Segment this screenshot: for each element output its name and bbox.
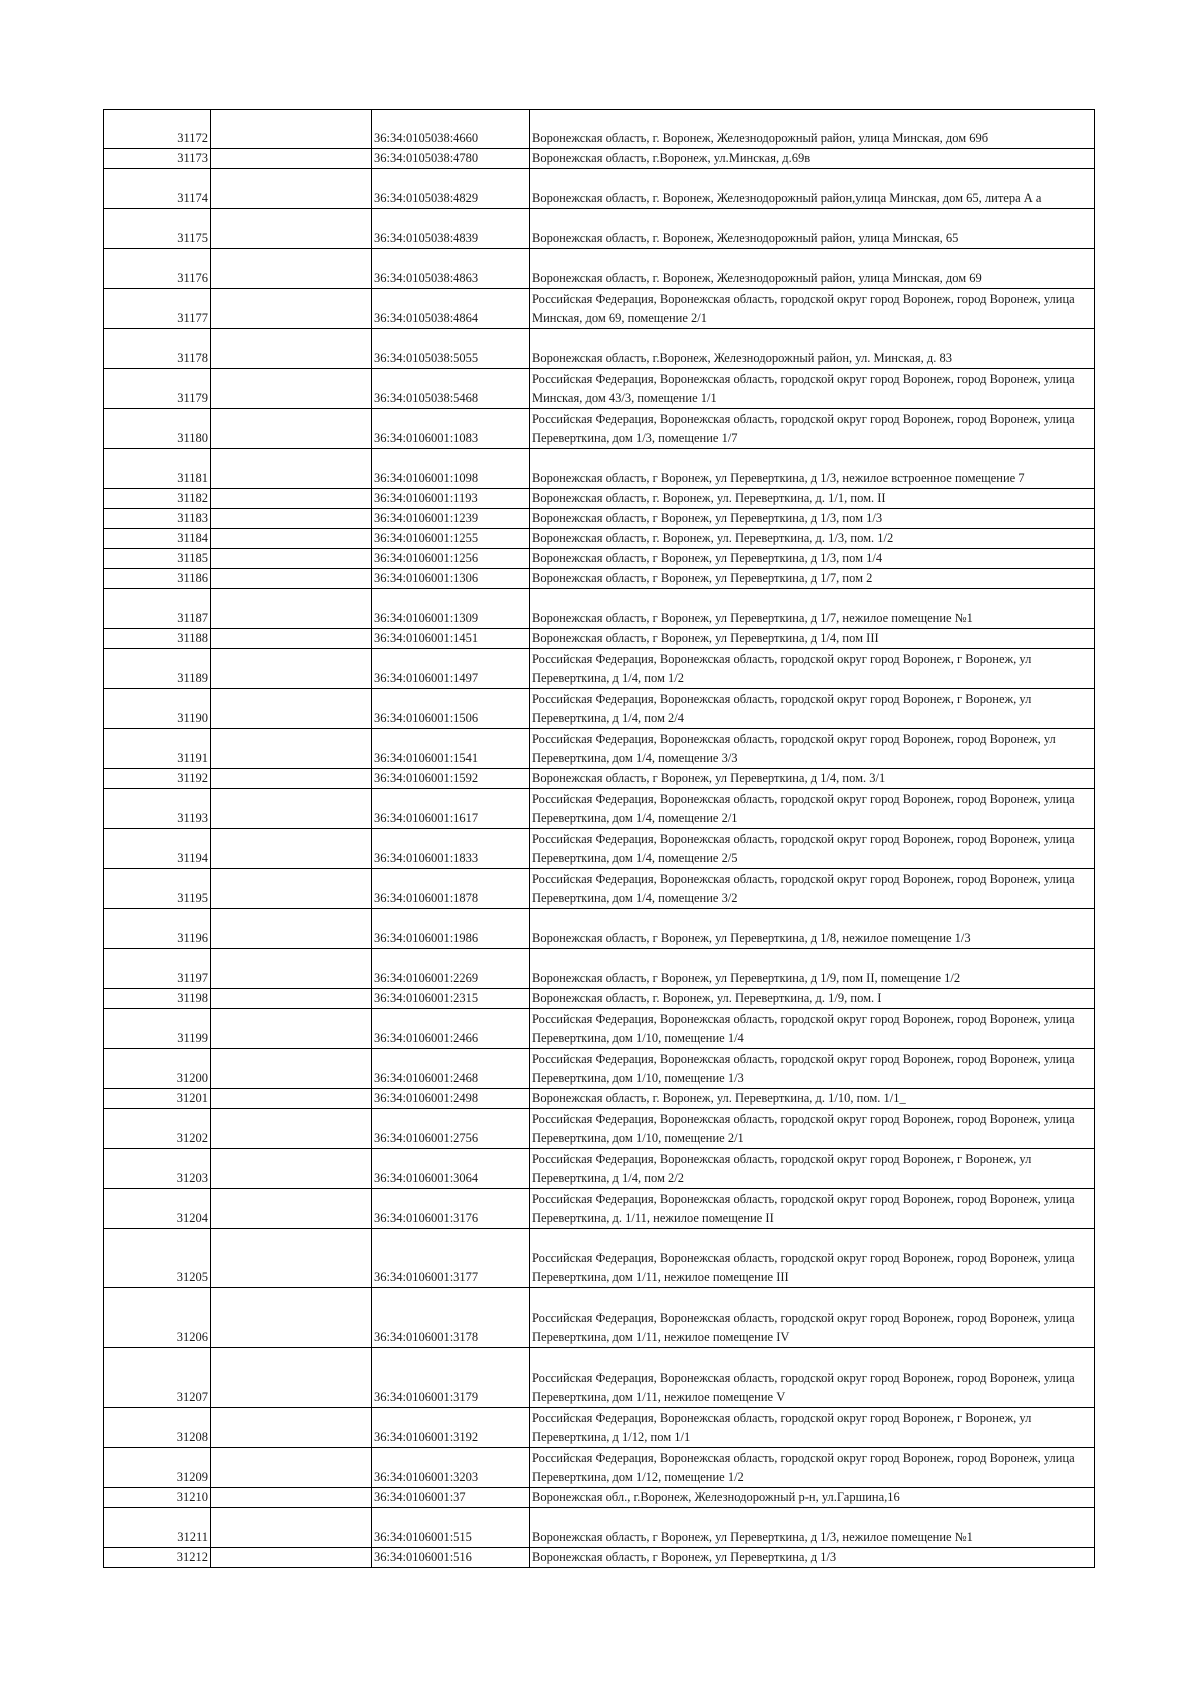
address-cell: Российская Федерация, Воронежская область, городской округ город Воронеж, город Воронеж, улица Переверткина, дом 1/4, помещение 3/2 xyxy=(530,869,1095,909)
cadastral-number-cell: 36:34:0106001:1986 xyxy=(372,909,530,949)
table-row xyxy=(104,589,1095,629)
empty-cell xyxy=(211,409,372,449)
empty-cell xyxy=(211,110,372,149)
table-row xyxy=(104,1189,1095,1229)
table-row xyxy=(104,789,1095,829)
table-row xyxy=(104,489,1095,509)
table-row xyxy=(104,509,1095,529)
cadastral-number-cell: 36:34:0105038:4864 xyxy=(372,289,530,329)
table-row xyxy=(104,569,1095,589)
table-row xyxy=(104,1089,1095,1109)
row-number-cell: 31191 xyxy=(104,729,211,769)
address-cell: Воронежская обл., г.Воронеж, Железнодорожный р-н, ул.Гаршина,16 xyxy=(530,1488,1095,1508)
address-cell: Российская Федерация, Воронежская область, городской округ город Воронеж, г Воронеж, ул Переверткина, д 1/12, пом 1/1 xyxy=(530,1408,1095,1448)
address-cell: Воронежская область, г. Воронеж, ул. Переверткина, д. 1/9, пом. I xyxy=(530,989,1095,1009)
row-number-cell: 31201 xyxy=(104,1089,211,1109)
row-number-cell: 31173 xyxy=(104,149,211,169)
table-row xyxy=(104,209,1095,249)
table-row xyxy=(104,989,1095,1009)
address-cell: Российская Федерация, Воронежская область, городской округ город Воронеж, город Воронеж, улица Переверткина, дом 1/10, помещение 1/3 xyxy=(530,1049,1095,1089)
address-cell: Российская Федерация, Воронежская область, городской округ город Воронеж, город Воронеж, улица Переверткина, дом 1/11, нежилое помещение V xyxy=(530,1348,1095,1408)
row-number-cell: 31209 xyxy=(104,1448,211,1488)
table-row xyxy=(104,1288,1095,1348)
row-number-cell: 31182 xyxy=(104,489,211,509)
table-row xyxy=(104,1448,1095,1488)
row-number-cell: 31203 xyxy=(104,1149,211,1189)
empty-cell xyxy=(211,1448,372,1488)
row-number-cell: 31193 xyxy=(104,789,211,829)
row-number-cell: 31192 xyxy=(104,769,211,789)
empty-cell xyxy=(211,569,372,589)
address-cell: Воронежская область, г. Воронеж, Железнодорожный район, улица Минская, 65 xyxy=(530,209,1095,249)
row-number-cell: 31175 xyxy=(104,209,211,249)
empty-cell xyxy=(211,1488,372,1508)
row-number-cell: 31180 xyxy=(104,409,211,449)
address-cell: Воронежская область, г Воронеж, ул Переверткина, д 1/4, пом III xyxy=(530,629,1095,649)
address-cell: Российская Федерация, Воронежская область, городской округ город Воронеж, город Воронеж, улица Переверткина, дом 1/4, помещение 2/1 xyxy=(530,789,1095,829)
row-number-cell: 31198 xyxy=(104,989,211,1009)
empty-cell xyxy=(211,729,372,769)
cadastral-number-cell: 36:34:0106001:37 xyxy=(372,1488,530,1508)
row-number-cell: 31184 xyxy=(104,529,211,549)
empty-cell xyxy=(211,829,372,869)
row-number-cell: 31172 xyxy=(104,110,211,149)
table-row xyxy=(104,949,1095,989)
cadastral-number-cell: 36:34:0106001:1506 xyxy=(372,689,530,729)
table-row xyxy=(104,529,1095,549)
row-number-cell: 31190 xyxy=(104,689,211,729)
cadastral-number-cell: 36:34:0106001:1833 xyxy=(372,829,530,869)
cadastral-number-cell: 36:34:0106001:516 xyxy=(372,1548,530,1568)
row-number-cell: 31212 xyxy=(104,1548,211,1568)
address-cell: Воронежская область, г Воронеж, ул Переверткина, д 1/7, нежилое помещение №1 xyxy=(530,589,1095,629)
address-cell: Российская Федерация, Воронежская область, городской округ город Воронеж, город Воронеж, улица Переверткина, дом 1/11, нежилое помещение III xyxy=(530,1229,1095,1288)
cadastral-number-cell: 36:34:0106001:1306 xyxy=(372,569,530,589)
address-cell: Российская Федерация, Воронежская область, городской округ город Воронеж, г Воронеж, ул Переверткина, д 1/4, пом 1/2 xyxy=(530,649,1095,689)
row-number-cell: 31200 xyxy=(104,1049,211,1089)
empty-cell xyxy=(211,549,372,569)
table-row xyxy=(104,149,1095,169)
table-row xyxy=(104,409,1095,449)
cadastral-number-cell: 36:34:0106001:1083 xyxy=(372,409,530,449)
cadastral-number-cell: 36:34:0106001:2315 xyxy=(372,989,530,1009)
empty-cell xyxy=(211,489,372,509)
address-cell: Воронежская область, г. Воронеж, Железнодорожный район, улица Минская, дом 69 xyxy=(530,249,1095,289)
row-number-cell: 31183 xyxy=(104,509,211,529)
address-cell: Воронежская область, г.Воронеж, ул.Минская, д.69в xyxy=(530,149,1095,169)
address-cell: Российская Федерация, Воронежская область, городской округ город Воронеж, г Воронеж, ул Переверткина, д 1/4, пом 2/4 xyxy=(530,689,1095,729)
table-row xyxy=(104,249,1095,289)
table-row xyxy=(104,1548,1095,1568)
table-row xyxy=(104,909,1095,949)
cadastral-number-cell: 36:34:0106001:1878 xyxy=(372,869,530,909)
address-cell: Воронежская область, г Воронеж, ул Переверткина, д 1/9, пом II, помещение 1/2 xyxy=(530,949,1095,989)
row-number-cell: 31178 xyxy=(104,329,211,369)
address-cell: Воронежская область, г Воронеж, ул Переверткина, д 1/3, пом 1/3 xyxy=(530,509,1095,529)
row-number-cell: 31187 xyxy=(104,589,211,629)
row-number-cell: 31199 xyxy=(104,1009,211,1049)
empty-cell xyxy=(211,769,372,789)
table-row xyxy=(104,1149,1095,1189)
cadastral-number-cell: 36:34:0106001:3192 xyxy=(372,1408,530,1448)
table-row xyxy=(104,449,1095,489)
address-cell: Российская Федерация, Воронежская область, городской округ город Воронеж, город Воронеж, ул Переверткина, дом 1/4, помещение 3/3 xyxy=(530,729,1095,769)
row-number-cell: 31181 xyxy=(104,449,211,489)
cadastral-number-cell: 36:34:0105038:4829 xyxy=(372,169,530,209)
cadastral-number-cell: 36:34:0106001:1239 xyxy=(372,509,530,529)
table-row xyxy=(104,1049,1095,1089)
address-cell: Воронежская область, г. Воронеж, ул. Переверткина, д. 1/3, пом. 1/2 xyxy=(530,529,1095,549)
empty-cell xyxy=(211,1089,372,1109)
address-cell: Российская Федерация, Воронежская область, городской округ город Воронеж, город Воронеж, улица Переверткина, дом 1/10, помещение 2/1 xyxy=(530,1109,1095,1149)
table-row xyxy=(104,329,1095,369)
table-row xyxy=(104,1488,1095,1508)
empty-cell xyxy=(211,289,372,329)
empty-cell xyxy=(211,149,372,169)
empty-cell xyxy=(211,789,372,829)
row-number-cell: 31210 xyxy=(104,1488,211,1508)
empty-cell xyxy=(211,249,372,289)
registry-table xyxy=(103,109,1095,1568)
empty-cell xyxy=(211,369,372,409)
empty-cell xyxy=(211,1288,372,1348)
address-cell: Российская Федерация, Воронежская область, городской округ город Воронеж, город Воронеж, улица Переверткина, дом 1/3, помещение 1/7 xyxy=(530,409,1095,449)
address-cell: Российская Федерация, Воронежская область, городской округ город Воронеж, город Воронеж, улица Переверткина, д. 1/11, нежилое помещение II xyxy=(530,1189,1095,1229)
address-cell: Российская Федерация, Воронежская область, городской округ город Воронеж, город Воронеж, улица Переверткина, дом 1/11, нежилое помещение IV xyxy=(530,1288,1095,1348)
row-number-cell: 31208 xyxy=(104,1408,211,1448)
table-row xyxy=(104,549,1095,569)
table-row xyxy=(104,369,1095,409)
empty-cell xyxy=(211,1548,372,1568)
empty-cell xyxy=(211,329,372,369)
empty-cell xyxy=(211,1508,372,1548)
empty-cell xyxy=(211,1229,372,1288)
cadastral-number-cell: 36:34:0105038:4780 xyxy=(372,149,530,169)
table-row xyxy=(104,1508,1095,1548)
row-number-cell: 31194 xyxy=(104,829,211,869)
address-cell: Воронежская область, г Воронеж, ул Переверткина, д 1/4, пом. 3/1 xyxy=(530,769,1095,789)
address-cell: Воронежская область, г. Воронеж, ул. Переверткина, д. 1/10, пом. 1/1_ xyxy=(530,1089,1095,1109)
address-cell: Российская Федерация, Воронежская область, городской округ город Воронеж, г Воронеж, ул Переверткина, д 1/4, пом 2/2 xyxy=(530,1149,1095,1189)
empty-cell xyxy=(211,1049,372,1089)
cadastral-number-cell: 36:34:0106001:3176 xyxy=(372,1189,530,1229)
table-row xyxy=(104,1109,1095,1149)
address-cell: Воронежская область, г Воронеж, ул Переверткина, д 1/7, пом 2 xyxy=(530,569,1095,589)
empty-cell xyxy=(211,509,372,529)
address-cell: Воронежская область, г. Воронеж, ул. Переверткина, д. 1/1, пом. II xyxy=(530,489,1095,509)
address-cell: Российская Федерация, Воронежская область, городской округ город Воронеж, город Воронеж, улица Переверткина, дом 1/12, помещение 1/2 xyxy=(530,1448,1095,1488)
table-row xyxy=(104,1009,1095,1049)
cadastral-number-cell: 36:34:0106001:2269 xyxy=(372,949,530,989)
cadastral-number-cell: 36:34:0106001:3178 xyxy=(372,1288,530,1348)
address-cell: Воронежская область, г.Воронеж, Железнодорожный район, ул. Минская, д. 83 xyxy=(530,329,1095,369)
cadastral-number-cell: 36:34:0106001:1098 xyxy=(372,449,530,489)
cadastral-number-cell: 36:34:0106001:1592 xyxy=(372,769,530,789)
address-cell: Воронежская область, г Воронеж, ул Переверткина, д 1/3, нежилое помещение №1 xyxy=(530,1508,1095,1548)
table-row xyxy=(104,1408,1095,1448)
empty-cell xyxy=(211,529,372,549)
row-number-cell: 31205 xyxy=(104,1229,211,1288)
registry-table-body xyxy=(104,110,1095,1568)
table-row xyxy=(104,729,1095,769)
row-number-cell: 31186 xyxy=(104,569,211,589)
table-row xyxy=(104,110,1095,149)
address-cell: Воронежская область, г. Воронеж, Железнодорожный район, улица Минская, дом 69б xyxy=(530,110,1095,149)
cadastral-number-cell: 36:34:0106001:515 xyxy=(372,1508,530,1548)
empty-cell xyxy=(211,949,372,989)
cadastral-number-cell: 36:34:0105038:5468 xyxy=(372,369,530,409)
empty-cell xyxy=(211,1348,372,1408)
cadastral-number-cell: 36:34:0106001:3179 xyxy=(372,1348,530,1408)
table-row xyxy=(104,869,1095,909)
address-cell: Воронежская область, г Воронеж, ул Переверткина, д 1/3 xyxy=(530,1548,1095,1568)
cadastral-number-cell: 36:34:0106001:3203 xyxy=(372,1448,530,1488)
empty-cell xyxy=(211,869,372,909)
cadastral-number-cell: 36:34:0105038:4863 xyxy=(372,249,530,289)
table-row xyxy=(104,829,1095,869)
empty-cell xyxy=(211,1189,372,1229)
empty-cell xyxy=(211,449,372,489)
table-row xyxy=(104,649,1095,689)
cadastral-number-cell: 36:34:0106001:1617 xyxy=(372,789,530,829)
row-number-cell: 31174 xyxy=(104,169,211,209)
empty-cell xyxy=(211,909,372,949)
cadastral-number-cell: 36:34:0106001:2756 xyxy=(372,1109,530,1149)
cadastral-number-cell: 36:34:0105038:5055 xyxy=(372,329,530,369)
row-number-cell: 31207 xyxy=(104,1348,211,1408)
address-cell: Российская Федерация, Воронежская область, городской округ город Воронеж, город Воронеж, улица Минская, дом 43/3, помещение 1/1 xyxy=(530,369,1095,409)
row-number-cell: 31189 xyxy=(104,649,211,689)
address-cell: Воронежская область, г Воронеж, ул Переверткина, д 1/8, нежилое помещение 1/3 xyxy=(530,909,1095,949)
cadastral-number-cell: 36:34:0106001:1541 xyxy=(372,729,530,769)
table-row xyxy=(104,169,1095,209)
empty-cell xyxy=(211,589,372,629)
cadastral-number-cell: 36:34:0106001:1193 xyxy=(372,489,530,509)
cadastral-number-cell: 36:34:0105038:4839 xyxy=(372,209,530,249)
address-cell: Российская Федерация, Воронежская область, городской округ город Воронеж, город Воронеж, улица Минская, дом 69, помещение 2/1 xyxy=(530,289,1095,329)
address-cell: Российская Федерация, Воронежская область, городской округ город Воронеж, город Воронеж, улица Переверткина, дом 1/10, помещение 1/4 xyxy=(530,1009,1095,1049)
row-number-cell: 31204 xyxy=(104,1189,211,1229)
empty-cell xyxy=(211,1109,372,1149)
table-row xyxy=(104,289,1095,329)
cadastral-number-cell: 36:34:0106001:1309 xyxy=(372,589,530,629)
row-number-cell: 31188 xyxy=(104,629,211,649)
cadastral-number-cell: 36:34:0106001:1497 xyxy=(372,649,530,689)
cadastral-number-cell: 36:34:0106001:1256 xyxy=(372,549,530,569)
cadastral-number-cell: 36:34:0106001:1255 xyxy=(372,529,530,549)
row-number-cell: 31206 xyxy=(104,1288,211,1348)
address-cell: Воронежская область, г Воронеж, ул Переверткина, д 1/3, нежилое встроенное помещение 7 xyxy=(530,449,1095,489)
empty-cell xyxy=(211,169,372,209)
table-row xyxy=(104,629,1095,649)
row-number-cell: 31179 xyxy=(104,369,211,409)
cadastral-number-cell: 36:34:0105038:4660 xyxy=(372,110,530,149)
address-cell: Воронежская область, г. Воронеж, Железнодорожный район,улица Минская, дом 65, литера А а xyxy=(530,169,1095,209)
cadastral-number-cell: 36:34:0106001:1451 xyxy=(372,629,530,649)
cadastral-number-cell: 36:34:0106001:2466 xyxy=(372,1009,530,1049)
empty-cell xyxy=(211,649,372,689)
table-row xyxy=(104,1229,1095,1288)
row-number-cell: 31202 xyxy=(104,1109,211,1149)
cadastral-number-cell: 36:34:0106001:2468 xyxy=(372,1049,530,1089)
row-number-cell: 31185 xyxy=(104,549,211,569)
table-row xyxy=(104,769,1095,789)
empty-cell xyxy=(211,1149,372,1189)
empty-cell xyxy=(211,1009,372,1049)
address-cell: Воронежская область, г Воронеж, ул Переверткина, д 1/3, пом 1/4 xyxy=(530,549,1095,569)
row-number-cell: 31196 xyxy=(104,909,211,949)
row-number-cell: 31197 xyxy=(104,949,211,989)
empty-cell xyxy=(211,1408,372,1448)
row-number-cell: 31195 xyxy=(104,869,211,909)
empty-cell xyxy=(211,689,372,729)
empty-cell xyxy=(211,629,372,649)
row-number-cell: 31177 xyxy=(104,289,211,329)
cadastral-number-cell: 36:34:0106001:3177 xyxy=(372,1229,530,1288)
table-row xyxy=(104,689,1095,729)
cadastral-number-cell: 36:34:0106001:3064 xyxy=(372,1149,530,1189)
table-row xyxy=(104,1348,1095,1408)
address-cell: Российская Федерация, Воронежская область, городской округ город Воронеж, город Воронеж, улица Переверткина, дом 1/4, помещение 2/5 xyxy=(530,829,1095,869)
empty-cell xyxy=(211,989,372,1009)
cadastral-number-cell: 36:34:0106001:2498 xyxy=(372,1089,530,1109)
empty-cell xyxy=(211,209,372,249)
row-number-cell: 31176 xyxy=(104,249,211,289)
row-number-cell: 31211 xyxy=(104,1508,211,1548)
